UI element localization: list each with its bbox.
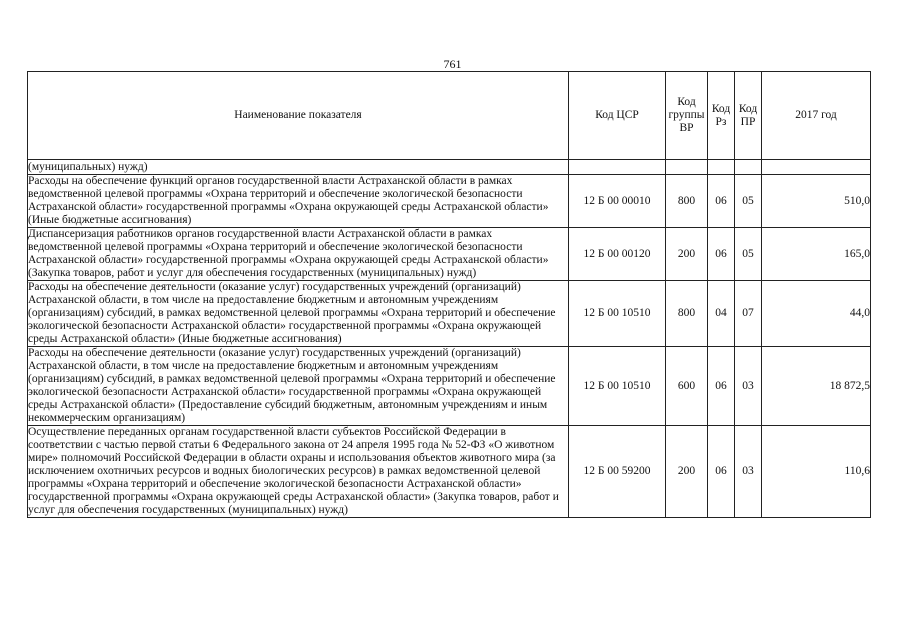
row-pr: 07 — [735, 281, 762, 347]
row-csr — [569, 160, 666, 175]
row-vr: 800 — [666, 281, 708, 347]
column-header-name: Наименование показателя — [28, 72, 569, 160]
column-header-rz: Код Рз — [708, 72, 735, 160]
row-name: Расходы на обеспечение деятельности (оказание услуг) государственных учреждений (организаций) Астраханской области, в том числе на предоставление бюджетным и автономным учреждениям (организациям) субсидий, в рамках ведомственной целевой программы «Охрана территорий и обеспечение экологической безопасности Астраханской области» государственной программы «Охрана окружающей среды Астраханской области» (Предоставление субсидий бюджетным, автономным учреждениям и иным некоммерческим организациям) — [28, 347, 569, 426]
row-csr: 12 Б 00 59200 — [569, 426, 666, 518]
row-name: Осуществление переданных органам государственной власти субъектов Российской Федерации в соответствии с частью первой статьи 6 Федерального закона от 24 апреля 1995 года № 52-ФЗ «О животном мире» полномочий Российской Федерации в области охраны и использования объектов животного мира (за исключением охотничьих ресурсов и водных биологических ресурсов) в рамках ведомственной целевой программы «Охрана территорий и обеспечение экологической безопасности Астраханской области» государственной программы «Охрана окружающей среды Астраханской области» (Закупка товаров, работ и услуг для обеспечения государственных (муниципальных) нужд) — [28, 426, 569, 518]
column-header-year: 2017 год — [762, 72, 871, 160]
page-number: 761 — [443, 57, 462, 71]
row-pr: 05 — [735, 228, 762, 281]
row-pr — [735, 160, 762, 175]
row-name: (муниципальных) нужд) — [28, 160, 569, 175]
column-header-pr: Код ПР — [735, 72, 762, 160]
row-vr: 200 — [666, 426, 708, 518]
row-csr: 12 Б 00 00120 — [569, 228, 666, 281]
row-amount: 44,0 — [762, 281, 871, 347]
row-rz: 06 — [708, 347, 735, 426]
row-rz: 06 — [708, 228, 735, 281]
table-row — [28, 175, 871, 228]
table-row — [28, 228, 871, 281]
table-row — [28, 160, 871, 175]
row-pr: 03 — [735, 426, 762, 518]
row-csr: 12 Б 00 00010 — [569, 175, 666, 228]
row-rz — [708, 160, 735, 175]
table-row — [28, 347, 871, 426]
row-vr: 600 — [666, 347, 708, 426]
row-name: Диспансеризация работников органов государственной власти Астраханской области в рамках ведомственной целевой программы «Охрана территорий и обеспечение экологической безопасности Астраханской области» государственной программы «Охрана окружающей среды Астраханской области» (Закупка товаров, работ и услуг для обеспечения государственных (муниципальных) нужд) — [28, 228, 569, 281]
row-amount: 510,0 — [762, 175, 871, 228]
row-amount: 18 872,5 — [762, 347, 871, 426]
row-csr: 12 Б 00 10510 — [569, 281, 666, 347]
row-rz: 06 — [708, 175, 735, 228]
row-amount: 165,0 — [762, 228, 871, 281]
row-rz: 04 — [708, 281, 735, 347]
row-pr: 05 — [735, 175, 762, 228]
table-header-row — [28, 72, 871, 160]
row-vr — [666, 160, 708, 175]
table-row — [28, 426, 871, 518]
budget-table — [27, 71, 871, 518]
row-rz: 06 — [708, 426, 735, 518]
row-vr: 800 — [666, 175, 708, 228]
row-name: Расходы на обеспечение функций органов государственной власти Астраханской области в рамках ведомственной целевой программы «Охрана территорий и обеспечение экологической безопасности Астраханской области» государственной программы «Охрана окружающей среды Астраханской области» (Иные бюджетные ассигнования) — [28, 175, 569, 228]
row-amount: 110,6 — [762, 426, 871, 518]
row-amount — [762, 160, 871, 175]
row-csr: 12 Б 00 10510 — [569, 347, 666, 426]
row-vr: 200 — [666, 228, 708, 281]
table-row — [28, 281, 871, 347]
column-header-vr: Код группы ВР — [666, 72, 708, 160]
row-pr: 03 — [735, 347, 762, 426]
column-header-csr: Код ЦСР — [569, 72, 666, 160]
row-name: Расходы на обеспечение деятельности (оказание услуг) государственных учреждений (организаций) Астраханской области, в том числе на предоставление бюджетным и автономным учреждениям (организациям) субсидий, в рамках ведомственной целевой программы «Охрана территорий и обеспечение экологической безопасности Астраханской области» государственной программы «Охрана окружающей среды Астраханской области» (Иные бюджетные ассигнования) — [28, 281, 569, 347]
